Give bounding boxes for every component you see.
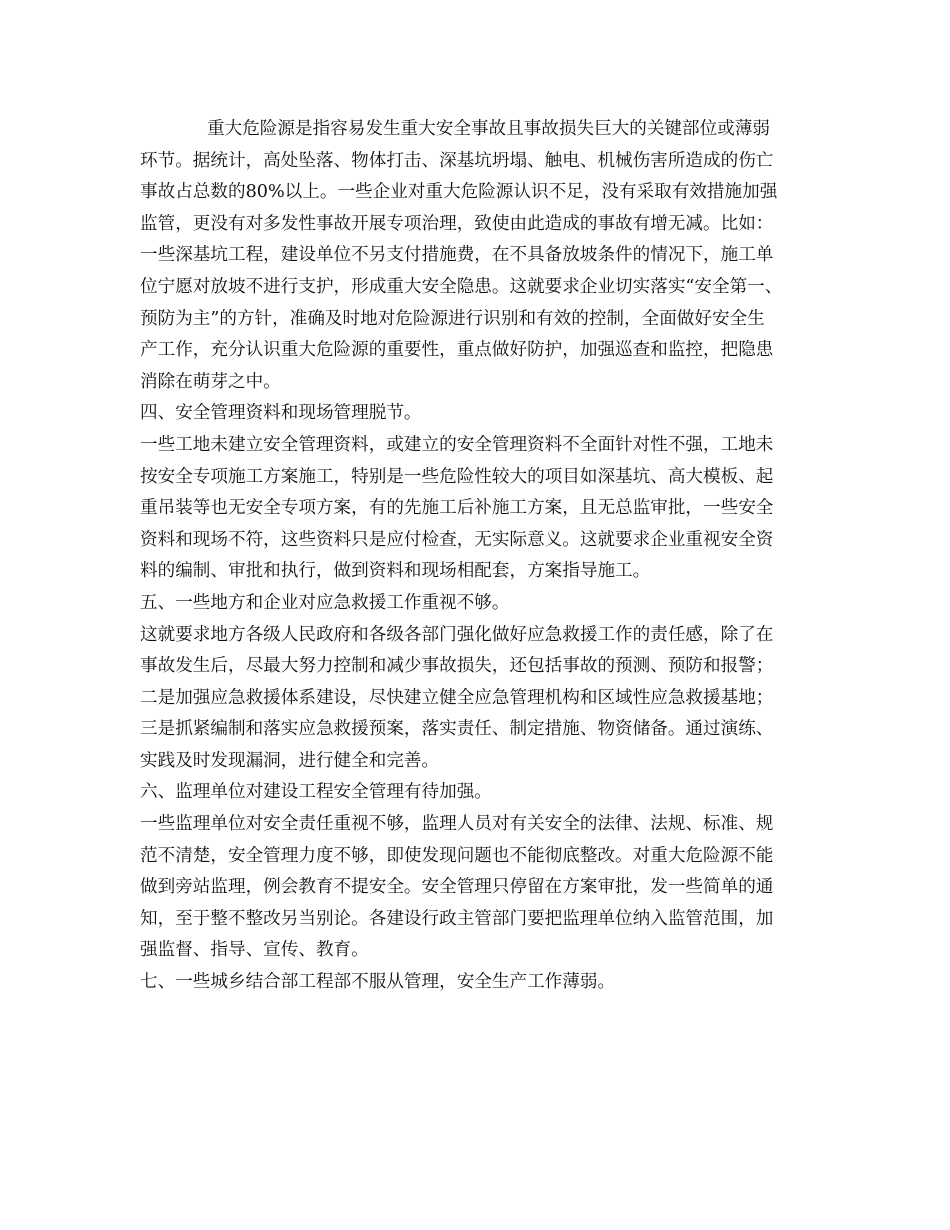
text-line: 一些深基坑工程，建设单位不另支付措施费，在不具备放坡条件的情况下，施工单 xyxy=(140,245,774,266)
section-heading: 四、安全管理资料和现场管理脱节。 xyxy=(140,403,422,424)
text-line: 实践及时发现漏洞，进行健全和完善。 xyxy=(140,750,440,771)
text-line: 位宁愿对放坡不进行支护，形成重大安全隐患。这就要求企业切实落实“安全第一、 xyxy=(140,276,783,297)
text-line: 强监督、指导、宣传、教育。 xyxy=(140,940,369,961)
text-line: 三是抓紧编制和落实应急救援预案，落实责任、制定措施、物资储备。通过演练、 xyxy=(140,719,774,740)
document-body xyxy=(140,114,830,999)
text-line: 料的编制、审批和执行，做到资料和现场相配套，方案指导施工。 xyxy=(140,561,651,582)
text-line: 监管，更没有对多发性事故开展专项治理，致使由此造成的事故有增无减。比如： xyxy=(140,213,774,234)
text-line: 重吊装等也无安全专项方案，有的先施工后补施工方案，且无总监审批，一些安全 xyxy=(140,498,774,519)
section-heading: 七、一些城乡结合部工程部不服从管理，安全生产工作薄弱。 xyxy=(140,972,616,993)
text-line: 二是加强应急救援体系建设，尽快建立健全应急管理机构和区域性应急救援基地； xyxy=(140,687,774,708)
text-line: 重大危险源是指容易发生重大安全事故且事故损失巨大的关键部位或薄弱 xyxy=(207,119,771,139)
text-line: 知，至于整不整改另当别论。各建设行政主管部门要把监理单位纳入监管范围，加 xyxy=(140,908,774,929)
text-line: 一些监理单位对安全责任重视不够，监理人员对有关安全的法律、法规、标准、规 xyxy=(140,814,774,835)
text-line: 资料和现场不符，这些资料只是应付检查，无实际意义。这就要求企业重视安全资 xyxy=(140,529,774,550)
text-line: 事故发生后，尽最大努力控制和减少事故损失，还包括事故的预测、预防和报警； xyxy=(140,656,774,677)
text-line: 预防为主”的方针，准确及时地对危险源进行识别和有效的控制，全面做好安全生 xyxy=(140,308,765,329)
text-line: 产工作，充分认识重大危险源的重要性，重点做好防护，加强巡查和监控，把隐患 xyxy=(140,340,774,361)
text-line: 这就要求地方各级人民政府和各级各部门强化做好应急救援工作的责任感，除了在 xyxy=(140,624,774,645)
section-heading: 五、一些地方和企业对应急救援工作重视不够。 xyxy=(140,592,510,613)
text-line: 做到旁站监理，例会教育不提安全。安全管理只停留在方案审批，发一些简单的通 xyxy=(140,877,774,898)
text-line: 范不清楚，安全管理力度不够，即使发现问题也不能彻底整改。对重大危险源不能 xyxy=(140,845,774,866)
text-line: 环节。据统计，高处坠落、物体打击、深基坑坍塌、触电、机械伤害所造成的伤亡 xyxy=(140,150,774,171)
text-line: 消除在萌芽之中。 xyxy=(140,371,281,392)
section-heading: 六、监理单位对建设工程安全管理有待加强。 xyxy=(140,782,492,803)
text-line: 一些工地未建立安全管理资料，或建立的安全管理资料不全面针对性不强，工地未 xyxy=(140,434,774,455)
text-line: 事故占总数的80%以上。一些企业对重大危险源认识不足，没有采取有效措施加强 xyxy=(140,182,778,203)
text-line: 按安全专项施工方案施工，特别是一些危险性较大的项目如深基坑、高大模板、起 xyxy=(140,466,774,487)
